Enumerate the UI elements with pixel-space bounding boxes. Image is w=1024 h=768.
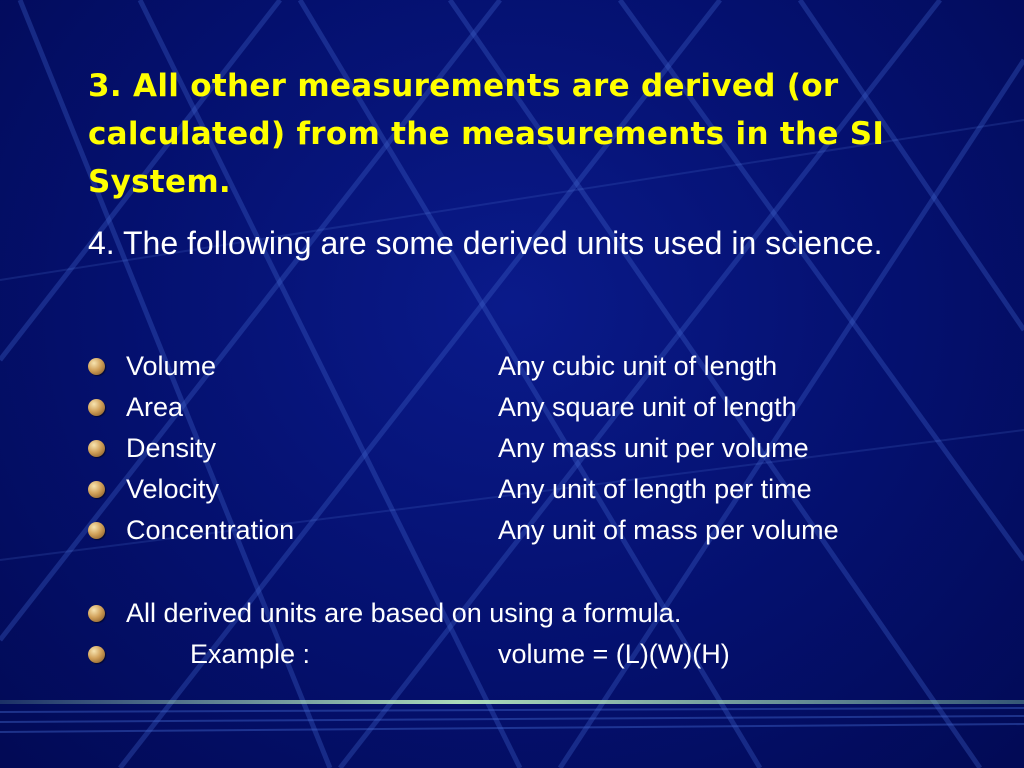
unit-definition: Any square unit of length xyxy=(498,392,797,422)
example-label: Example : xyxy=(190,639,311,669)
unit-term: Volume xyxy=(126,351,217,381)
bullet-icon xyxy=(88,646,105,663)
unit-definition: Any unit of length per time xyxy=(498,474,812,504)
note-text: All derived units are based on using a formula. xyxy=(126,598,682,628)
bullet-icon xyxy=(88,481,105,498)
unit-term: Density xyxy=(126,433,217,463)
unit-term: Velocity xyxy=(126,474,220,504)
unit-definition: Any mass unit per volume xyxy=(498,433,809,463)
bullet-icon xyxy=(88,522,105,539)
bullet-icon xyxy=(88,399,105,416)
unit-term: Concentration xyxy=(126,515,295,545)
bullet-icon xyxy=(88,358,105,375)
unit-term: Area xyxy=(126,392,184,422)
unit-definition: Any cubic unit of length xyxy=(498,351,778,381)
accent-divider xyxy=(0,700,1024,704)
example-formula: volume = (L)(W)(H) xyxy=(498,639,730,669)
slide-title: 3. All other measurements are derived (or calculated) from the measurements in the SI System. xyxy=(88,68,885,200)
bullet-icon xyxy=(88,605,105,622)
intro-text: 4. The following are some derived units used in science. xyxy=(88,225,883,261)
bullet-icon xyxy=(88,440,105,457)
unit-definition: Any unit of mass per volume xyxy=(498,515,839,545)
